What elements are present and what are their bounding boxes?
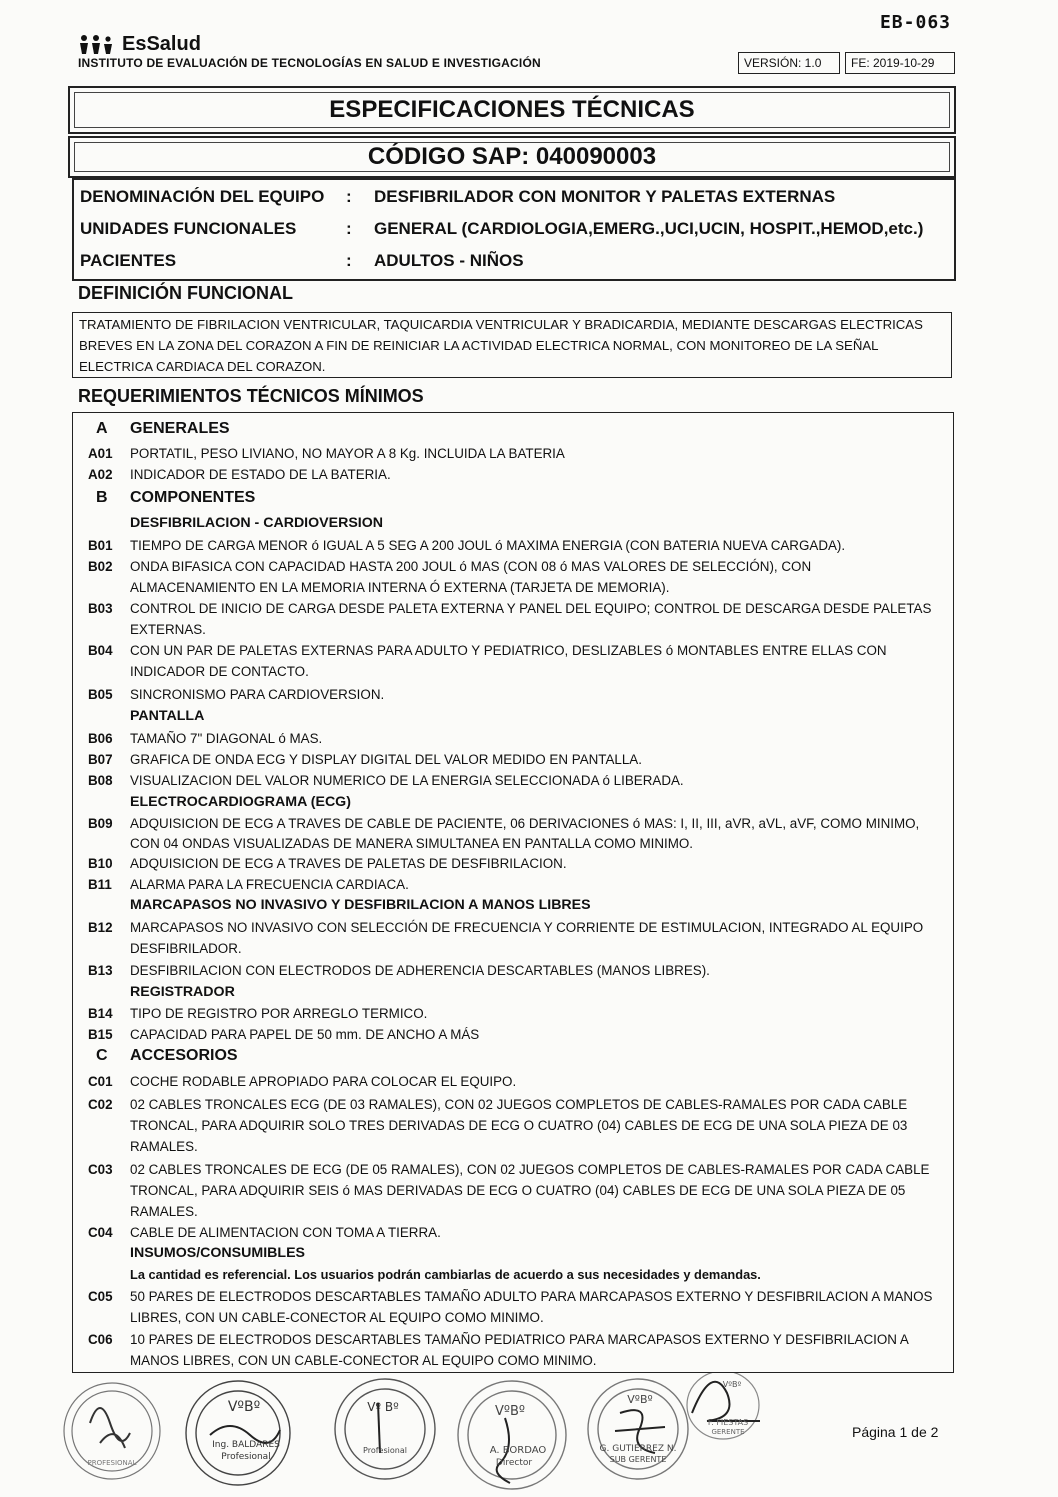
stamp-4-role: Director: [495, 1458, 533, 1468]
item-code: B12: [88, 920, 113, 935]
stamp-3-head: Vº Bº: [367, 1400, 399, 1414]
stamp-5-role: SUB GERENTE: [609, 1455, 667, 1464]
info-label: UNIDADES FUNCIONALES: [80, 219, 297, 238]
item-code: C05: [88, 1289, 113, 1304]
item-text: INDICADOR DE CONTACTO.: [130, 664, 309, 679]
subsection-title: PANTALLA: [130, 708, 205, 724]
referential-note: La cantidad es referencial. Los usuarios podrán cambiarlas de acuerdo a sus necesidades y demandas.: [130, 1267, 761, 1282]
item-text: SINCRONISMO PARA CARDIOVERSION.: [130, 687, 385, 702]
info-value: ADULTOS - NIÑOS: [374, 251, 524, 270]
stamp-2-head: VºBº: [227, 1399, 261, 1415]
section-title: ACCESORIOS: [130, 1047, 238, 1064]
info-colon: :: [346, 187, 352, 206]
info-row-unidades: [80, 214, 954, 244]
item-text: 02 CABLES TRONCALES ECG (DE 03 RAMALES), CON 02 JUEGOS COMPLETOS DE CABLES-RAMALES POR CADA CABLE: [130, 1097, 908, 1112]
section-title: COMPONENTES: [130, 489, 256, 506]
item-text: MANOS LIBRES, CON UN CABLE-CONECTOR AL EQUIPO COMO MINIMO.: [130, 1353, 597, 1368]
item-text: CAPACIDAD PARA PAPEL DE 50 mm. DE ANCHO A MÁS: [130, 1027, 480, 1042]
definicion-box: [72, 312, 952, 378]
item-text: ADQUISICION DE ECG A TRAVES DE CABLE DE PACIENTE, 06 DERIVACIONES ó MAS: I, II, III, aVR, aVL, aVF, COMO MINIMO,: [130, 816, 920, 831]
section-letter: C: [96, 1047, 108, 1064]
item-code: B15: [88, 1027, 113, 1042]
approval-stamps: [60, 1373, 760, 1497]
info-colon: :: [346, 219, 352, 238]
info-label: DENOMINACIÓN DEL EQUIPO: [80, 187, 325, 206]
section-letter: B: [96, 489, 108, 506]
item-code: B04: [88, 643, 113, 658]
people-logo-icon: [78, 34, 118, 56]
item-text: 02 CABLES TRONCALES DE ECG (DE 05 RAMALES), CON 02 JUEGOS COMPLETOS DE CABLES-RAMALES POR CADA CABLE: [130, 1162, 930, 1177]
date-box: FE: 2019-10-29: [845, 52, 955, 74]
stamp-1-text: PROFESIONAL: [87, 1459, 137, 1467]
item-text: 10 PARES DE ELECTRODOS DESCARTABLES TAMAÑO PEDIATRICO PARA MARCAPASOS EXTERNO Y DESFIBRILACION A: [130, 1332, 909, 1347]
item-code: C04: [88, 1225, 113, 1240]
institute-name: INSTITUTO DE EVALUACIÓN DE TECNOLOGÍAS EN SALUD E INVESTIGACIÓN: [78, 56, 541, 70]
item-text: COCHE RODABLE APROPIADO PARA COLOCAR EL EQUIPO.: [130, 1074, 517, 1089]
stamp-1: [64, 1383, 160, 1479]
info-label: PACIENTES: [80, 251, 177, 270]
item-text: VISUALIZACION DEL VALOR NUMERICO DE LA ENERGIA SELECCIONADA ó LIBERADA.: [130, 773, 684, 788]
item-code: C01: [88, 1074, 113, 1089]
stamp-4-name: A. BORDAO: [489, 1445, 547, 1456]
item-text: LIBRES, CON UN CABLE-CONECTOR AL EQUIPO COMO MINIMO.: [130, 1310, 544, 1325]
section-letter: A: [96, 420, 108, 437]
item-code: B10: [88, 856, 113, 871]
requerimientos-heading: REQUERIMIENTOS TÉCNICOS MÍNIMOS: [78, 386, 424, 406]
item-text: ALMACENAMIENTO EN LA MEMORIA INTERNA Ó EXTERNA (TARJETA DE MEMORIA).: [130, 580, 670, 595]
stamp-2-role: Profesional: [221, 1452, 271, 1462]
stamp-6: [687, 1373, 760, 1439]
stamp-5-head: VºBº: [627, 1393, 653, 1406]
item-text: ONDA BIFASICA CON CAPACIDAD HASTA 200 JOUL ó MAS (CON 08 ó MAS VALORES DE SELECCIÓN), CON: [130, 559, 812, 574]
stamp-4-head: VºBº: [494, 1404, 526, 1419]
item-code: B02: [88, 559, 113, 574]
item-code: A01: [88, 446, 113, 461]
item-text: TAMAÑO 7" DIAGONAL ó MAS.: [130, 731, 323, 746]
item-text: ALARMA PARA LA FRECUENCIA CARDIACA.: [130, 877, 409, 892]
logo-text: EsSalud: [122, 33, 201, 55]
item-code: B13: [88, 963, 113, 978]
item-code: B03: [88, 601, 113, 616]
item-code: B08: [88, 773, 113, 788]
stamp-3-role: Profesional: [363, 1446, 407, 1455]
item-text: CON 04 ONDAS VISUALIZADAS DE MANERA SIMULTANEA EN PANTALLA COMO MINIMO.: [130, 836, 694, 851]
item-text: PORTATIL, PESO LIVIANO, NO MAYOR A 8 Kg. INCLUIDA LA BATERIA: [130, 446, 565, 461]
item-text: DESFIBRILACION CON ELECTRODOS DE ADHERENCIA DESCARTABLES (MANOS LIBRES).: [130, 963, 710, 978]
stamp-5: [588, 1379, 688, 1479]
item-text: MARCAPASOS NO INVASIVO CON SELECCIÓN DE FRECUENCIA Y CORRIENTE DE ESTIMULACION, INTEGRADO AL EQUIPO: [130, 920, 924, 935]
definicion-heading: DEFINICIÓN FUNCIONAL: [78, 283, 293, 303]
info-value: GENERAL (CARDIOLOGIA,EMERG.,UCI,UCIN, HOSPIT.,HEMOD,etc.): [374, 219, 924, 238]
item-text: TIPO DE REGISTRO POR ARREGLO TERMICO.: [130, 1006, 428, 1021]
item-text: INDICADOR DE ESTADO DE LA BATERIA.: [130, 467, 391, 482]
sap-code-text: CÓDIGO SAP: 040090003: [367, 143, 657, 170]
item-text: EXTERNAS.: [130, 622, 206, 637]
sap-code-title: [68, 136, 956, 178]
info-value: DESFIBRILADOR CON MONITOR Y PALETAS EXTERNAS: [374, 187, 836, 206]
definicion-line: ELECTRICA CARDIACA DEL CORAZON.: [79, 359, 326, 374]
item-text: CABLE DE ALIMENTACION CON TOMA A TIERRA.: [130, 1225, 441, 1240]
item-text: RAMALES.: [130, 1139, 198, 1154]
document-code: EB-063: [879, 12, 951, 33]
subsection-title: DESFIBRILACION - CARDIOVERSION: [130, 515, 384, 531]
info-row-pacientes: [80, 246, 954, 276]
item-text: GRAFICA DE ONDA ECG Y DISPLAY DIGITAL DEL VALOR MEDIDO EN PANTALLA.: [130, 752, 642, 767]
definicion-line: TRATAMIENTO DE FIBRILACION VENTRICULAR, TAQUICARDIA VENTRICULAR Y BRADICARDIA, MEDIANTE DESCARGAS ELECTRICAS: [79, 317, 923, 332]
item-code: B09: [88, 816, 113, 831]
item-text: TRONCAL, PARA ADQUIRIR SOLO TRES DERIVADAS DE ECG O CUATRO (04) CABLES DE ECG DE UNA SOLA PIEZA DE 03: [130, 1118, 908, 1133]
item-code: B14: [88, 1006, 113, 1021]
subsection-title: INSUMOS/CONSUMIBLES: [130, 1245, 305, 1261]
stamp-3: [335, 1379, 435, 1479]
item-text: ADQUISICION DE ECG A TRAVES DE PALETAS DE DESFIBRILACION.: [130, 856, 567, 871]
item-code: B11: [88, 877, 112, 892]
stamp-6-name: F. FIESTAS: [707, 1418, 749, 1427]
stamp-6-head: VºBº: [722, 1380, 742, 1389]
subsection-title: ELECTROCARDIOGRAMA (ECG): [130, 794, 351, 810]
item-code: C02: [88, 1097, 113, 1112]
item-text: TIEMPO DE CARGA MENOR ó IGUAL A 5 SEG A 200 JOUL ó MAXIMA ENERGIA (CON BATERIA NUEVA CARGADA).: [130, 538, 846, 553]
essalud-logo: [78, 33, 201, 56]
stamp-2: [186, 1381, 290, 1485]
item-code: B01: [88, 538, 113, 553]
item-code: A02: [88, 467, 113, 482]
item-text: TRONCAL, PARA ADQUIRIR SEIS ó MAS DERIVADAS DE ECG O CUATRO (04) CABLES DE ECG DE UNA SOLA PIEZA DE 05: [130, 1183, 906, 1198]
info-row-denominacion: [80, 182, 954, 212]
page-number: Página 1 de 2: [852, 1424, 939, 1440]
item-code: B05: [88, 687, 113, 702]
stamp-6-role: GERENTE: [711, 1428, 745, 1436]
stamp-4: [458, 1381, 566, 1489]
version-box: VERSIÓN: 1.0: [738, 52, 840, 74]
item-text: RAMALES.: [130, 1204, 198, 1219]
item-code: C06: [88, 1332, 113, 1347]
item-text: CON UN PAR DE PALETAS EXTERNAS PARA ADULTO Y PEDIATRICO, DESLIZABLES ó MONTABLES ENTRE ELLAS CON: [130, 643, 887, 658]
stamp-5-name: G. GUTIERREZ N.: [599, 1444, 677, 1454]
item-text: DESFIBRILADOR.: [130, 941, 242, 956]
item-code: B07: [88, 752, 113, 767]
page-title-text: ESPECIFICACIONES TÉCNICAS: [329, 96, 695, 123]
item-text: 50 PARES DE ELECTRODOS DESCARTABLES TAMAÑO ADULTO PARA MARCAPASOS EXTERNO Y DESFIBRILACION A MANOS: [130, 1289, 933, 1304]
page-title: [68, 86, 956, 134]
section-title: GENERALES: [130, 420, 230, 437]
equipment-info-box: [72, 178, 956, 281]
info-colon: :: [346, 251, 352, 270]
definicion-line: BREVES EN LA ZONA DEL CORAZON A FIN DE REINICIAR LA ACTIVIDAD ELECTRICA NORMAL, CON MONITOREO DE LA SEÑAL: [79, 338, 879, 353]
item-text: CONTROL DE INICIO DE CARGA DESDE PALETA EXTERNA Y PANEL DEL EQUIPO; CONTROL DE DESCARGA DESDE PALETAS: [130, 601, 932, 616]
subsection-title: MARCAPASOS NO INVASIVO Y DESFIBRILACION A MANOS LIBRES: [130, 897, 591, 913]
subsection-title: REGISTRADOR: [130, 984, 235, 1000]
item-code: C03: [88, 1162, 113, 1177]
item-code: B06: [88, 731, 113, 746]
stamp-2-name: Ing. BALDARES: [212, 1440, 280, 1450]
